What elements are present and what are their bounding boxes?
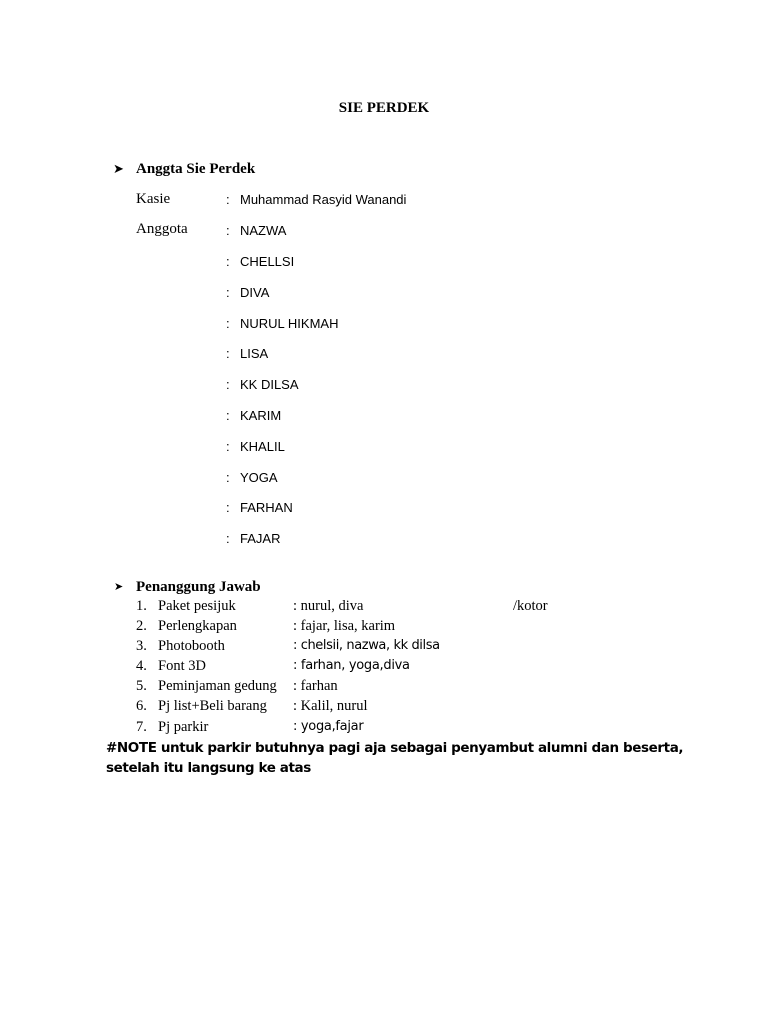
extra-note: /kotor	[513, 598, 548, 614]
task-pic: : farhan	[293, 678, 338, 694]
member-item: FAJAR	[240, 531, 281, 546]
colon: :	[226, 377, 230, 392]
task-pic: : yoga,fajar	[293, 719, 364, 734]
colon: :	[226, 316, 230, 331]
member-item: KK DILSA	[240, 377, 299, 392]
list-number: 1.	[136, 598, 147, 614]
member-item: KARIM	[240, 408, 282, 423]
task-label: Pj list+Beli barang	[158, 698, 267, 714]
colon: :	[226, 192, 230, 207]
member-item: NURUL HIKMAH	[240, 316, 339, 331]
arrow-bullet-icon: ➤	[113, 161, 124, 176]
list-number: 6.	[136, 698, 147, 714]
task-pic: : chelsii, nazwa, kk dilsa	[293, 638, 440, 653]
arrow-bullet-icon: ➤	[114, 581, 124, 593]
task-label: Perlengkapan	[158, 618, 237, 634]
member-item: KHALIL	[240, 439, 285, 454]
task-label: Peminjaman gedung	[158, 678, 277, 694]
kasie-value: Muhammad Rasyid Wanandi	[240, 192, 407, 207]
note-text: #NOTE untuk parkir butuhnya pagi aja sebagai penyambut alumni dan beserta, setelah itu langsung ke atas	[106, 740, 684, 776]
list-number: 7.	[136, 719, 147, 735]
list-number: 3.	[136, 638, 147, 654]
task-label: Paket pesijuk	[158, 598, 236, 614]
task-label: Photobooth	[158, 638, 225, 654]
colon: :	[226, 470, 230, 485]
kasie-label: Kasie	[136, 191, 171, 207]
colon: :	[226, 285, 230, 300]
task-label: Pj parkir	[158, 719, 209, 735]
member-item: LISA	[240, 346, 269, 361]
colon: :	[226, 531, 230, 546]
member-item: YOGA	[240, 470, 278, 485]
section-heading-anggota: Anggta Sie Perdek	[136, 161, 256, 177]
task-pic: : farhan, yoga,diva	[293, 658, 410, 673]
colon: :	[226, 254, 230, 269]
colon: :	[226, 500, 230, 515]
anggota-label: Anggota	[136, 221, 188, 237]
page-title: SIE PERDEK	[338, 100, 430, 116]
colon: :	[226, 439, 230, 454]
member-item: FARHAN	[240, 500, 293, 515]
list-number: 4.	[136, 658, 147, 674]
member-item: CHELLSI	[240, 254, 295, 269]
task-label: Font 3D	[158, 658, 206, 674]
colon: :	[226, 408, 230, 423]
colon: :	[226, 346, 230, 361]
list-number: 5.	[136, 678, 147, 694]
member-item: DIVA	[240, 285, 270, 300]
task-pic: : Kalil, nurul	[293, 698, 368, 714]
task-pic: : nurul, diva	[293, 598, 364, 614]
list-number: 2.	[136, 618, 147, 634]
colon: :	[226, 223, 230, 238]
member-item: NAZWA	[240, 223, 287, 238]
task-pic: : fajar, lisa, karim	[293, 618, 396, 634]
section-heading-penanggung-jawab: Penanggung Jawab	[136, 579, 261, 595]
